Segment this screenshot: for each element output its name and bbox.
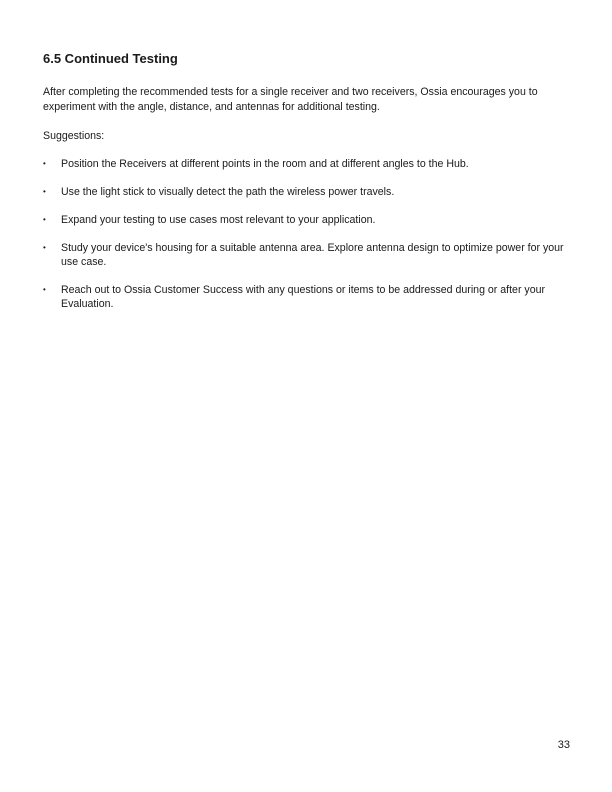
list-item-text: Use the light stick to visually detect the path the wireless power travels.: [61, 186, 395, 198]
page-content: [43, 50, 573, 325]
bullet-icon: •: [43, 285, 46, 294]
list-item: [43, 157, 573, 171]
list-item: [43, 283, 573, 311]
list-item-text: Position the Receivers at different points in the room and at different angles to the Hub.: [61, 158, 469, 170]
suggestions-list: [43, 157, 573, 311]
list-item: [43, 185, 573, 199]
list-item-text: Study your device's housing for a suitable antenna area. Explore antenna design to optimize power for your use case.: [61, 242, 564, 268]
page-number: 33: [557, 739, 570, 751]
list-item-text: Expand your testing to use cases most relevant to your application.: [61, 214, 376, 226]
intro-paragraph: After completing the recommended tests for a single receiver and two receivers, Ossia encourages you to experiment with the angle, distance, and antennas for additional testing.: [43, 86, 538, 113]
bullet-icon: •: [43, 187, 46, 196]
list-item: [43, 241, 573, 269]
bullet-icon: •: [43, 215, 46, 224]
list-item-text: Reach out to Ossia Customer Success with any questions or items to be addressed during or after your Evaluation.: [61, 284, 546, 310]
section-heading: 6.5 Continued Testing: [43, 51, 178, 66]
suggestions-label: Suggestions:: [43, 130, 105, 142]
bullet-icon: •: [43, 159, 46, 168]
list-item: [43, 213, 573, 227]
bullet-icon: •: [43, 243, 46, 252]
